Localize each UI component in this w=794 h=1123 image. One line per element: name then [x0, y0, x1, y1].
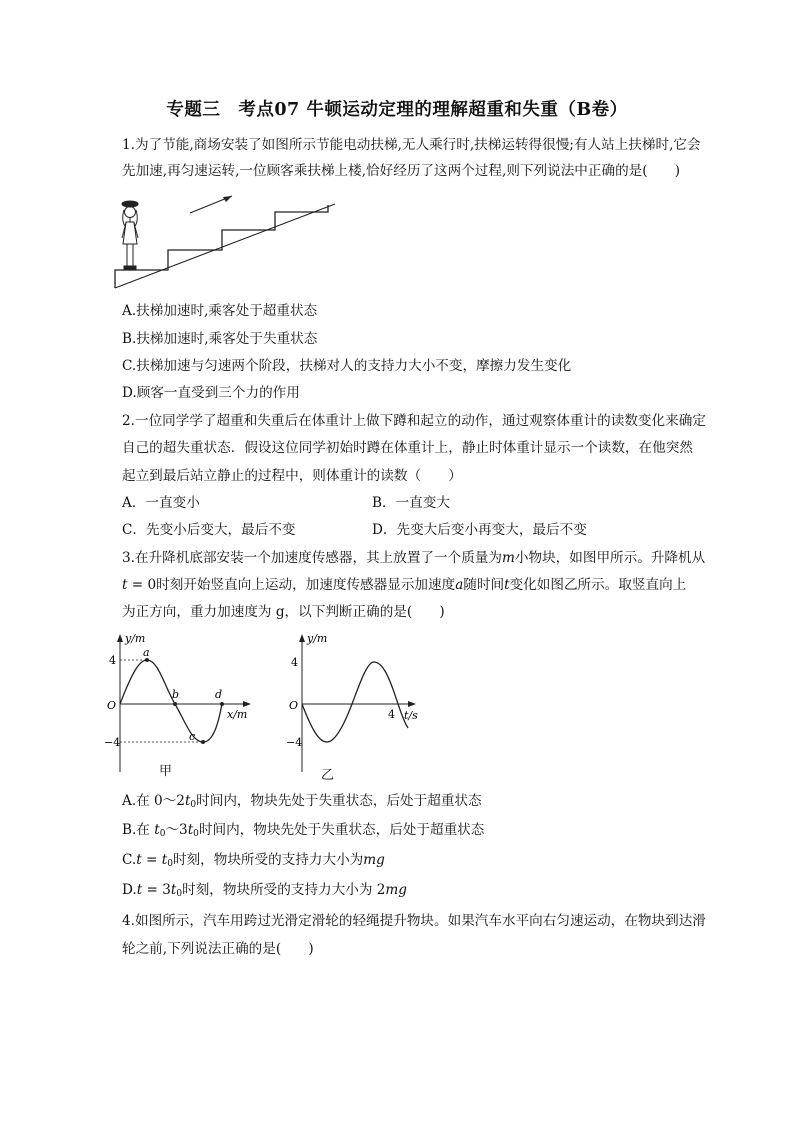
- graph-yi-ylabel: y/m: [307, 632, 328, 645]
- q2-line-2: 自己的超失重状态．假设这位同学初始时蹲在体重计上，静止时体重计显示一个读数，在他突然: [122, 440, 693, 456]
- q1-option-b: B.扶梯加速时,乘客处于失重状态: [122, 331, 318, 347]
- q1-line-2: 先加速,再匀速运转,一位顾客乘扶梯上楼,恰好经历了这两个过程,则下列说法中正确的是( ): [122, 163, 681, 179]
- label-b: b: [172, 688, 180, 701]
- q1-option-d: D.顾客一直受到三个力的作用: [122, 385, 300, 401]
- label-a: a: [143, 646, 150, 659]
- q2-line-1: 2.一位同学学了超重和失重后在体重计上做下蹲和起立的动作，通过观察体重计的读数变化来确定: [122, 413, 706, 429]
- q4-line-2: 轮之前,下列说法正确的是( ): [122, 941, 314, 957]
- q2-line-3: 起立到最后站立静止的过程中，则体重计的读数（ ）: [122, 468, 462, 484]
- q3-option-d: $D.t = 3t_0$时刻，物块所受的支持力大小为 2mg: [122, 882, 407, 899]
- q1-line-1: 1.为了节能,商场安装了如图所示节能电动扶梯,无人乘行时,扶梯运转得很慢;有人站上扶梯时,它会: [122, 137, 701, 153]
- point-b: [173, 702, 177, 706]
- q3-line-2: t = 0时刻开始竖直向上运动，加速度传感器显示加速度a随时间t变化如图乙所示。取竖直向上: [122, 577, 687, 593]
- escalator-figure: [110, 192, 340, 292]
- graph-yi-xtick: 4: [388, 708, 395, 721]
- page-title: 专题三 考点07 牛顿运动定理的理解超重和失重（B卷）: [166, 100, 628, 120]
- q3-line-1: 3.在升降机底部安装一个加速度传感器，其上放置了一个质量为m小物块，如图甲所示。升降机从: [122, 550, 706, 566]
- point-d: [220, 702, 224, 706]
- graph-yi-origin: O: [289, 699, 299, 712]
- graph-yi: [282, 630, 432, 780]
- q2-option-b: B．一直变大: [372, 495, 450, 511]
- q1-option-a: A.扶梯加速时,乘客处于超重状态: [122, 303, 318, 319]
- graph-jia-curve: [120, 660, 222, 742]
- graph-yi-xlabel: t/s: [404, 709, 418, 722]
- graph-yi-caption: 乙: [321, 768, 335, 783]
- graph-jia-caption: 甲: [159, 764, 173, 779]
- q3-option-b: B.在 $t_0\sim 3t_0$时间内，物块先处于失重状态，后处于超重状态: [122, 822, 485, 839]
- q2-option-d: D．先变大后变小再变大，最后不变: [372, 522, 587, 538]
- graph-yi-ytick-pos: 4: [291, 656, 298, 669]
- graph-jia: [100, 630, 260, 780]
- label-c: c: [189, 730, 196, 743]
- q3-option-c: $C.t = t_0$时刻，物块所受的支持力大小为mg: [122, 852, 385, 869]
- graph-yi-ytick-neg: −4: [286, 736, 303, 749]
- graph-jia-origin: O: [107, 699, 117, 712]
- label-d: d: [215, 688, 223, 701]
- q4-line-1: 4.如图所示，汽车用跨过光滑定滑轮的轻绳提升物块。如果汽车水平向右匀速运动，在物块到达滑: [122, 913, 706, 929]
- graph-jia-ytick-neg: −4: [104, 736, 121, 749]
- q2-option-a: A．一直变小: [122, 495, 200, 511]
- graph-yi-curve: [302, 662, 408, 742]
- q2-option-c: C．先变小后变大，最后不变: [122, 522, 296, 538]
- q3-line-3: 为正方向，重力加速度为 g，以下判断正确的是( ): [122, 604, 445, 620]
- point-c: [201, 740, 205, 744]
- q1-option-c: C.扶梯加速与匀速两个阶段，扶梯对人的支持力大小不变，摩擦力发生变化: [122, 358, 572, 374]
- passenger-figure: [122, 201, 138, 270]
- graph-jia-ytick-pos: 4: [109, 654, 116, 667]
- graph-jia-xlabel: x/m: [227, 708, 248, 721]
- q3-option-a: A.在 $0\sim 2t_0$时间内，物块先处于失重状态，后处于超重状态: [122, 793, 482, 810]
- graph-jia-ylabel: y/m: [125, 632, 146, 645]
